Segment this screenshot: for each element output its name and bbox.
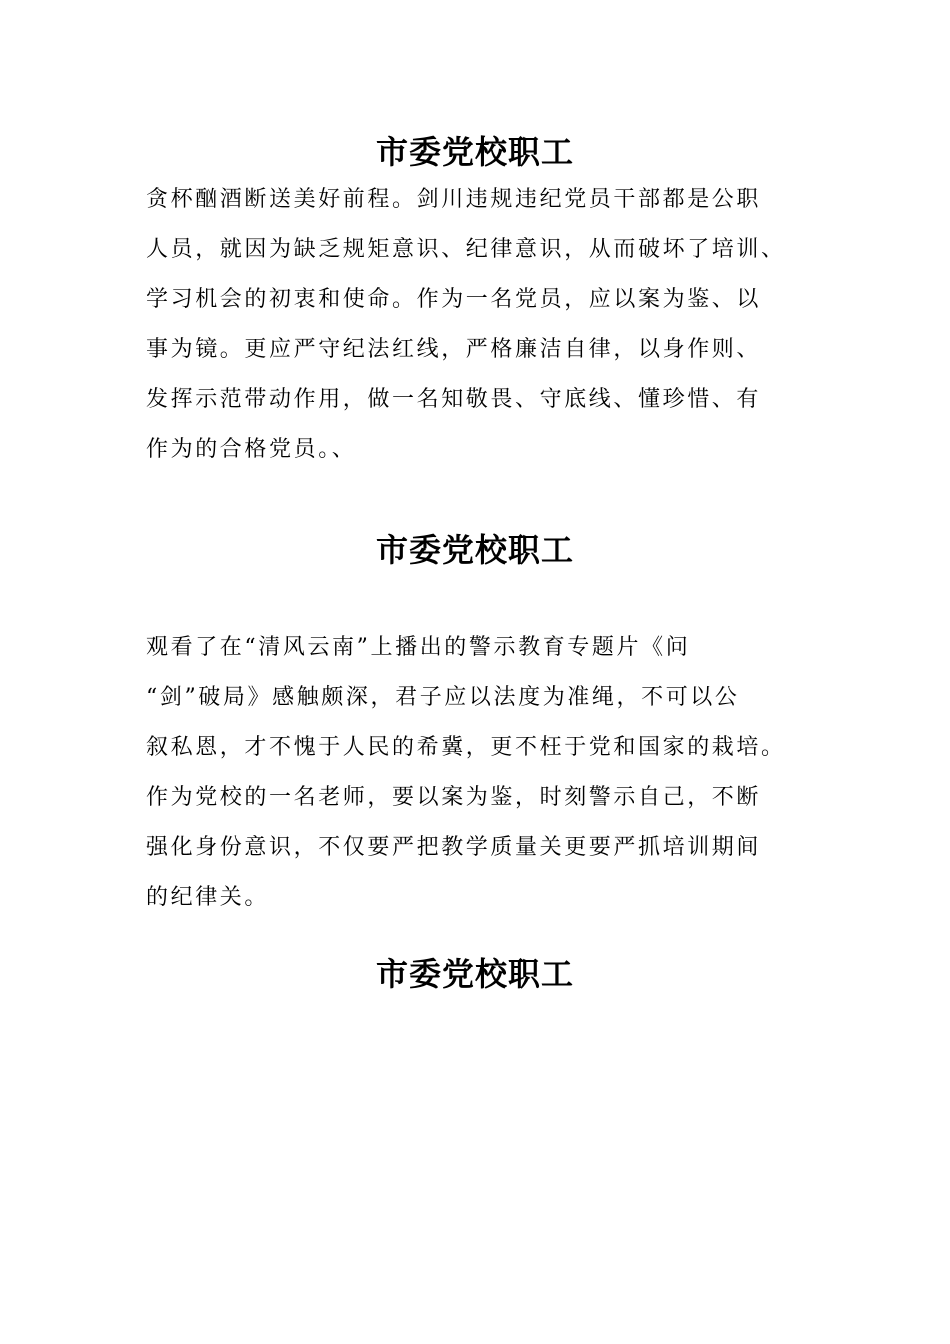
paragraph-line: “剑”破局》感触颇深，君子应以法度为准绳，不可以公 bbox=[146, 685, 740, 710]
paragraph-line: 作为的合格党员。、 bbox=[146, 437, 357, 462]
paragraph-line: 人员，就因为缺乏规矩意识、纪律意识，从而破坏了培训、 bbox=[146, 237, 786, 262]
paragraph-line: 事为镜。更应严守纪法红线，严格廉洁自律，以身作则、 bbox=[146, 337, 762, 362]
section-heading-1: 市委党校职工 bbox=[375, 133, 574, 171]
paragraph-line: 发挥示范带动作用，做一名知敬畏、守底线、懂珍惜、有 bbox=[146, 387, 762, 412]
section-heading-3: 市委党校职工 bbox=[375, 955, 574, 993]
section-heading-2: 市委党校职工 bbox=[375, 531, 574, 569]
paragraph-line: 的纪律关。 bbox=[146, 885, 270, 910]
paragraph-line: 观看了在“清风云南”上播出的警示教育专题片《问 bbox=[146, 635, 691, 660]
paragraph-line: 叙私恩，才不愧于人民的希冀，更不枉于党和国家的栽培。 bbox=[146, 735, 786, 760]
paragraph-line: 作为党校的一名老师，要以案为鉴，时刻警示自己，不断 bbox=[146, 785, 762, 810]
paragraph-line: 贪杯酗酒断送美好前程。剑川违规违纪党员干部都是公职 bbox=[146, 187, 762, 212]
paragraph-line: 学习机会的初衷和使命。作为一名党员，应以案为鉴、以 bbox=[146, 287, 762, 312]
section-paragraph-2 bbox=[146, 628, 816, 928]
paragraph-line: 强化身份意识，不仅要严把教学质量关更要严抓培训期间 bbox=[146, 835, 762, 860]
section-paragraph-1 bbox=[146, 180, 816, 480]
